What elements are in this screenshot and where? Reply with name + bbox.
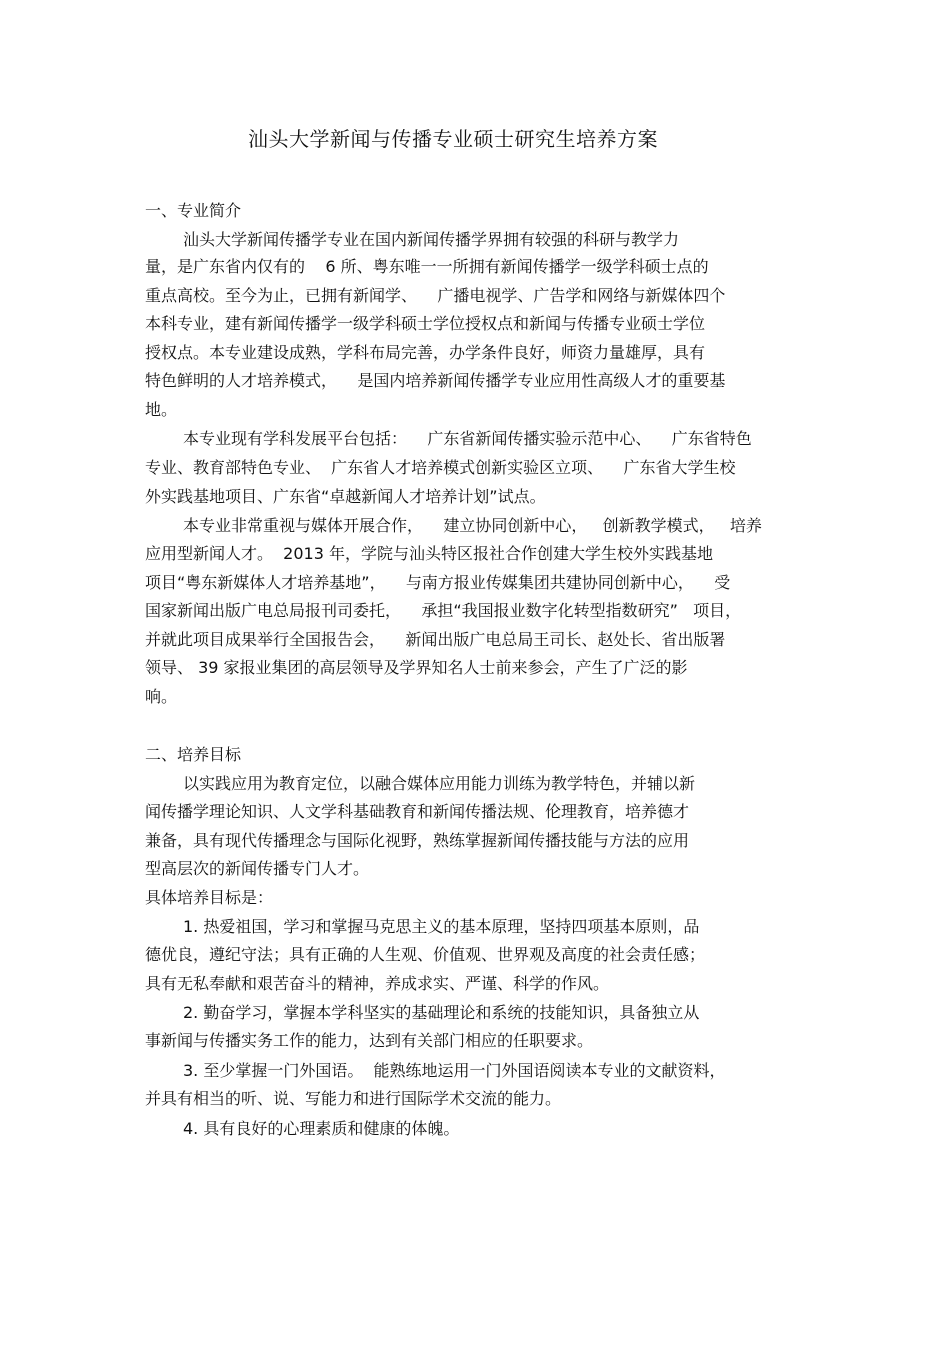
paragraph-line: 重点高校。至今为止，已拥有新闻学、 广播电视学、广告学和网络与新媒体四个 <box>145 286 726 305</box>
paragraph-line: 国家新闻出版广电总局报刊司委托， 承担“我国报业数字化转型指数研究” 项目， <box>145 601 742 620</box>
paragraph-line: 德优良，遵纪守法；具有正确的人生观、价值观、世界观及高度的社会责任感； <box>145 945 706 964</box>
paragraph-line: 专业、教育部特色专业、 广东省人才培养模式创新实验区立项、 广东省大学生校 <box>145 458 736 477</box>
paragraph-line: 量，是广东省内仅有的 6 所、粤东唯一一所拥有新闻传播学一级学科硕士点的 <box>145 257 709 276</box>
paragraph-line: 兼备，具有现代传播理念与国际化视野，熟练掌握新闻传播技能与方法的应用 <box>145 831 690 850</box>
section-heading-intro: 一、专业简介 <box>145 201 242 220</box>
paragraph-line: 具有无私奉献和艰苦奋斗的精神，养成求实、严谨、科学的作风。 <box>145 974 610 993</box>
paragraph-line: 项目“粤东新媒体人才培养基地”， 与南方报业传媒集团共建协同创新中心， 受 <box>145 573 731 592</box>
goal-item-2: 2. 勤奋学习，掌握本学科坚实的基础理论和系统的技能知识，具备独立从 <box>183 1003 700 1022</box>
paragraph-line: 事新闻与传播实务工作的能力，达到有关部门相应的任职要求。 <box>145 1031 594 1050</box>
paragraph-line: 以实践应用为教育定位，以融合媒体应用能力训练为教学特色，并辅以新 <box>183 774 696 793</box>
paragraph-line: 本科专业，建有新闻传播学一级学科硕士学位授权点和新闻与传播专业硕士学位 <box>145 314 706 333</box>
paragraph-line: 响。 <box>145 687 178 706</box>
paragraph-line: 地。 <box>145 400 178 419</box>
goal-item-4: 4. 具有良好的心理素质和健康的体魄。 <box>183 1119 460 1138</box>
paragraph-line: 授权点。本专业建设成熟，学科布局完善，办学条件良好，师资力量雄厚，具有 <box>145 343 706 362</box>
paragraph-line: 特色鲜明的人才培养模式， 是国内培养新闻传播学专业应用性高级人才的重要基 <box>145 371 726 390</box>
paragraph-line: 汕头大学新闻传播学专业在国内新闻传播学界拥有较强的科研与教学力 <box>183 230 680 249</box>
paragraph-line: 本专业现有学科发展平台包括： 广东省新闻传播实验示范中心、 广东省特色 <box>183 429 752 448</box>
sub-heading: 具体培养目标是： <box>145 888 274 907</box>
goal-item-3: 3. 至少掌握一门外国语。 能熟练地运用一门外国语阅读本专业的文献资料， <box>183 1061 726 1080</box>
goal-item-1: 1. 热爱祖国，学习和掌握马克思主义的基本原理，坚持四项基本原则，品 <box>183 917 700 936</box>
paragraph-line: 闻传播学理论知识、人文学科基础教育和新闻传播法规、伦理教育，培养德才 <box>145 802 690 821</box>
paragraph-line: 领导、 39 家报业集团的高层领导及学界知名人士前来参会，产生了广泛的影 <box>145 658 688 677</box>
paragraph-line: 型高层次的新闻传播专门人才。 <box>145 859 370 878</box>
document-title: 汕头大学新闻与传播专业硕士研究生培养方案 <box>248 127 658 151</box>
paragraph-line: 外实践基地项目、广东省“卓越新闻人才培养计划”试点。 <box>145 487 546 506</box>
paragraph-line: 应用型新闻人才。 2013 年，学院与汕头特区报社合作创建大学生校外实践基地 <box>145 544 713 563</box>
paragraph-line: 并具有相当的听、说、写能力和进行国际学术交流的能力。 <box>145 1089 562 1108</box>
paragraph-line: 并就此项目成果举行全国报告会， 新闻出版广电总局王司长、赵处长、省出版署 <box>145 630 726 649</box>
section-heading-goals: 二、培养目标 <box>145 745 242 764</box>
paragraph-line: 本专业非常重视与媒体开展合作， 建立协同创新中心， 创新教学模式， 培养 <box>183 516 762 535</box>
